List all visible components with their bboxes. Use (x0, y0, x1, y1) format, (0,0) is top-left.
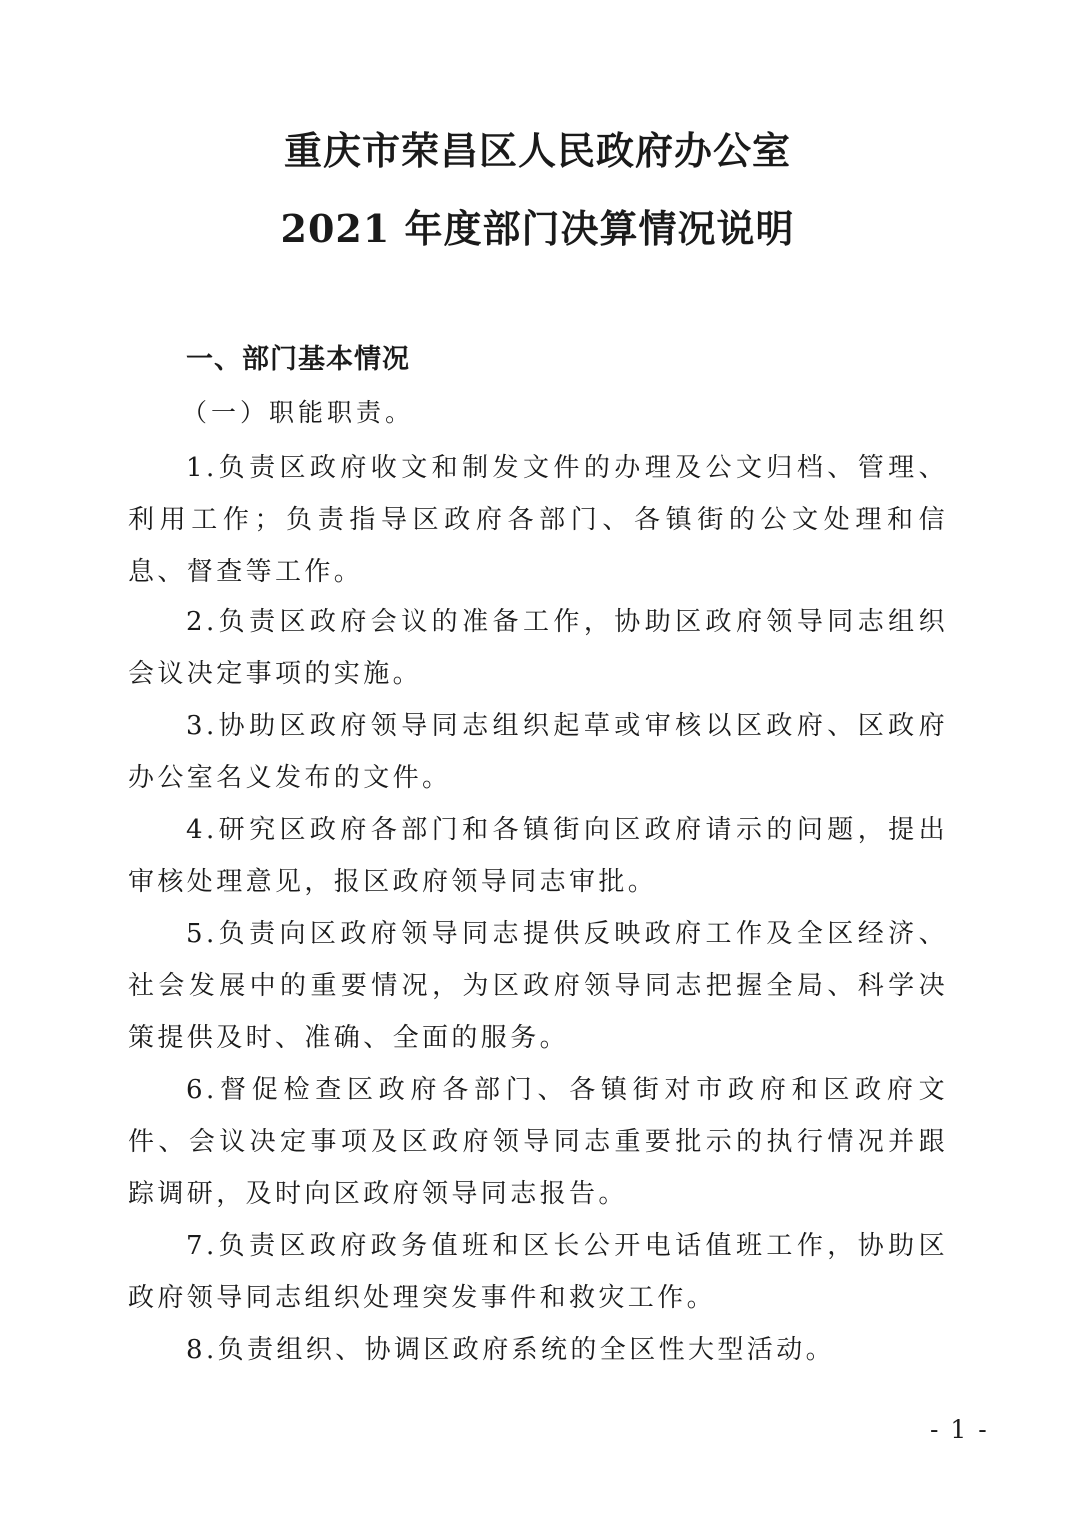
duty-paragraph-1: 1.负责区政府收文和制发文件的办理及公文归档、管理、利用工作；负责指导区政府各部门、各镇街的公文处理和信息、督查等工作。 (128, 453, 948, 587)
page-number: - 1 - (930, 1415, 989, 1444)
duty-paragraph-7: 7.负责区政府政务值班和区长公开电话值班工作，协助区政府领导同志组织处理突发事件和救灾工作。 (128, 1231, 948, 1313)
duty-paragraph-2: 2.负责区政府会议的准备工作，协助区政府领导同志组织会议决定事项的实施。 (128, 607, 948, 689)
duty-paragraph-6: 6.督促检查区政府各部门、各镇街对市政府和区政府文件、会议决定事项及区政府领导同志重要批示的执行情况并跟踪调研，及时向区政府领导同志报告。 (128, 1075, 948, 1209)
duty-paragraph-4: 4.研究区政府各部门和各镇街向区政府请示的问题，提出审核处理意见，报区政府领导同志审批。 (128, 815, 948, 897)
subsection-heading: （一）职能职责。 (182, 398, 415, 427)
duty-paragraph-8: 8.负责组织、协调区政府系统的全区性大型活动。 (186, 1335, 836, 1365)
duty-paragraph-5: 5.负责向区政府领导同志提供反映政府工作及全区经济、社会发展中的重要情况，为区政府领导同志把握全局、科学决策提供及时、准确、全面的服务。 (128, 919, 948, 1053)
document-title-line1: 重庆市荣昌区人民政府办公室 (283, 128, 791, 173)
document-title-line2: 2021 年度部门决算情况说明 (280, 206, 795, 251)
duty-paragraph-3: 3.协助区政府领导同志组织起草或审核以区政府、区政府办公室名义发布的文件。 (128, 711, 948, 793)
section-heading: 一、部门基本情况 (186, 344, 410, 375)
